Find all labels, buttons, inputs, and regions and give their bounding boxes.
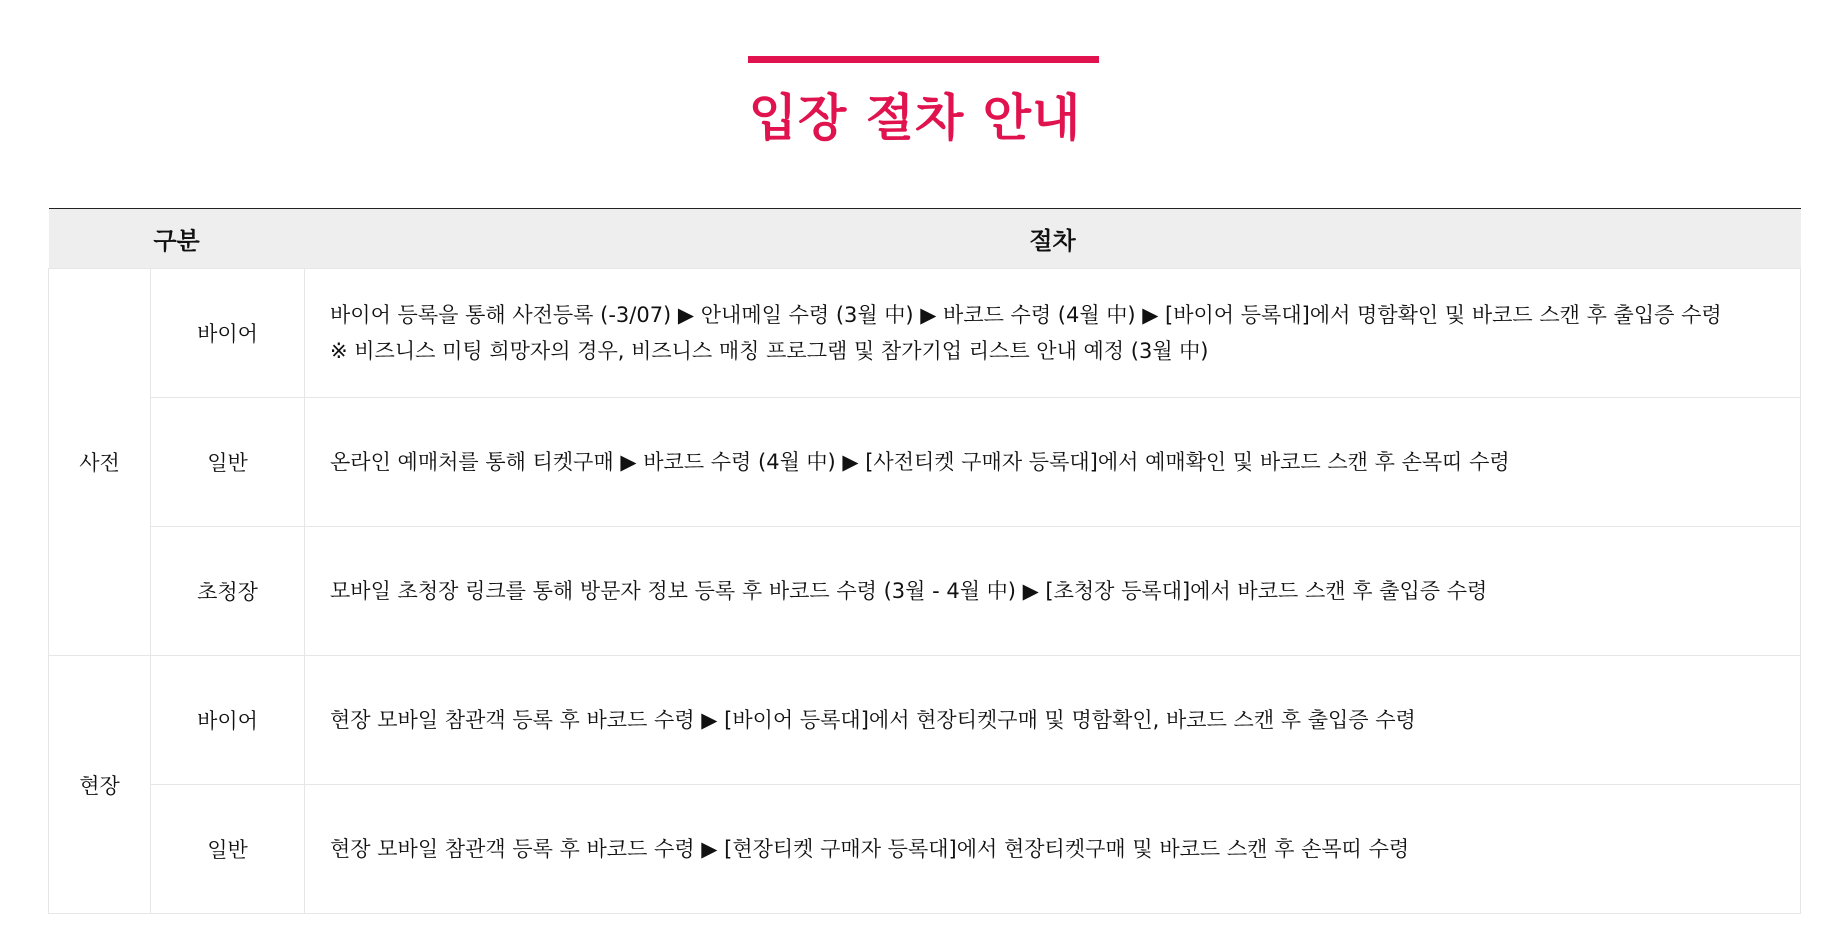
entry-procedure-table <box>48 208 1801 914</box>
procedure-cell <box>305 785 1801 914</box>
table-row <box>49 269 1801 398</box>
row-type-label: 초청장 <box>151 527 305 656</box>
procedure-text: 온라인 예매처를 통해 티켓구매 ▶ 바코드 수령 (4월 中) ▶ [사전티켓 구매자 등록대]에서 예매확인 및 바코드 스캔 후 손목띠 수령 <box>330 450 1510 474</box>
row-type-label: 바이어 <box>151 656 305 785</box>
procedure-note: ※ 비즈니스 미팅 희망자의 경우, 비즈니스 매칭 프로그램 및 참가기업 리스트 안내 예정 (3월 中) <box>330 339 1209 363</box>
table-row <box>49 398 1801 527</box>
title-accent-bar <box>748 56 1099 63</box>
row-type-label: 일반 <box>151 785 305 914</box>
header-category: 구분 <box>49 209 305 269</box>
table-header-row <box>49 209 1801 269</box>
row-type-label: 바이어 <box>151 269 305 398</box>
procedure-cell <box>305 269 1801 398</box>
procedure-cell <box>305 398 1801 527</box>
procedure-text: 현장 모바일 참관객 등록 후 바코드 수령 ▶ [바이어 등록대]에서 현장티켓구매 및 명함확인, 바코드 스캔 후 출입증 수령 <box>330 708 1416 732</box>
procedure-cell <box>305 527 1801 656</box>
table-row <box>49 656 1801 785</box>
procedure-text: 모바일 초청장 링크를 통해 방문자 정보 등록 후 바코드 수령 (3월 - 4월 中) ▶ [초청장 등록대]에서 바코드 스캔 후 출입증 수령 <box>330 579 1488 603</box>
header-procedure: 절차 <box>305 209 1801 269</box>
table-row <box>49 785 1801 914</box>
procedure-text: 현장 모바일 참관객 등록 후 바코드 수령 ▶ [현장티켓 구매자 등록대]에서 현장티켓구매 및 바코드 스캔 후 손목띠 수령 <box>330 837 1410 861</box>
row-type-label: 일반 <box>151 398 305 527</box>
group-label-advance: 사전 <box>49 269 151 656</box>
page-title: 입장 절차 안내 <box>748 89 1082 147</box>
table-row <box>49 527 1801 656</box>
procedure-text: 바이어 등록을 통해 사전등록 (-3/07) ▶ 안내메일 수령 (3월 中) ▶ 바코드 수령 (4월 中) ▶ [바이어 등록대]에서 명함확인 및 바코드 스캔 후 출입증 수령 <box>330 303 1722 327</box>
procedure-cell <box>305 656 1801 785</box>
group-label-onsite: 현장 <box>49 656 151 914</box>
